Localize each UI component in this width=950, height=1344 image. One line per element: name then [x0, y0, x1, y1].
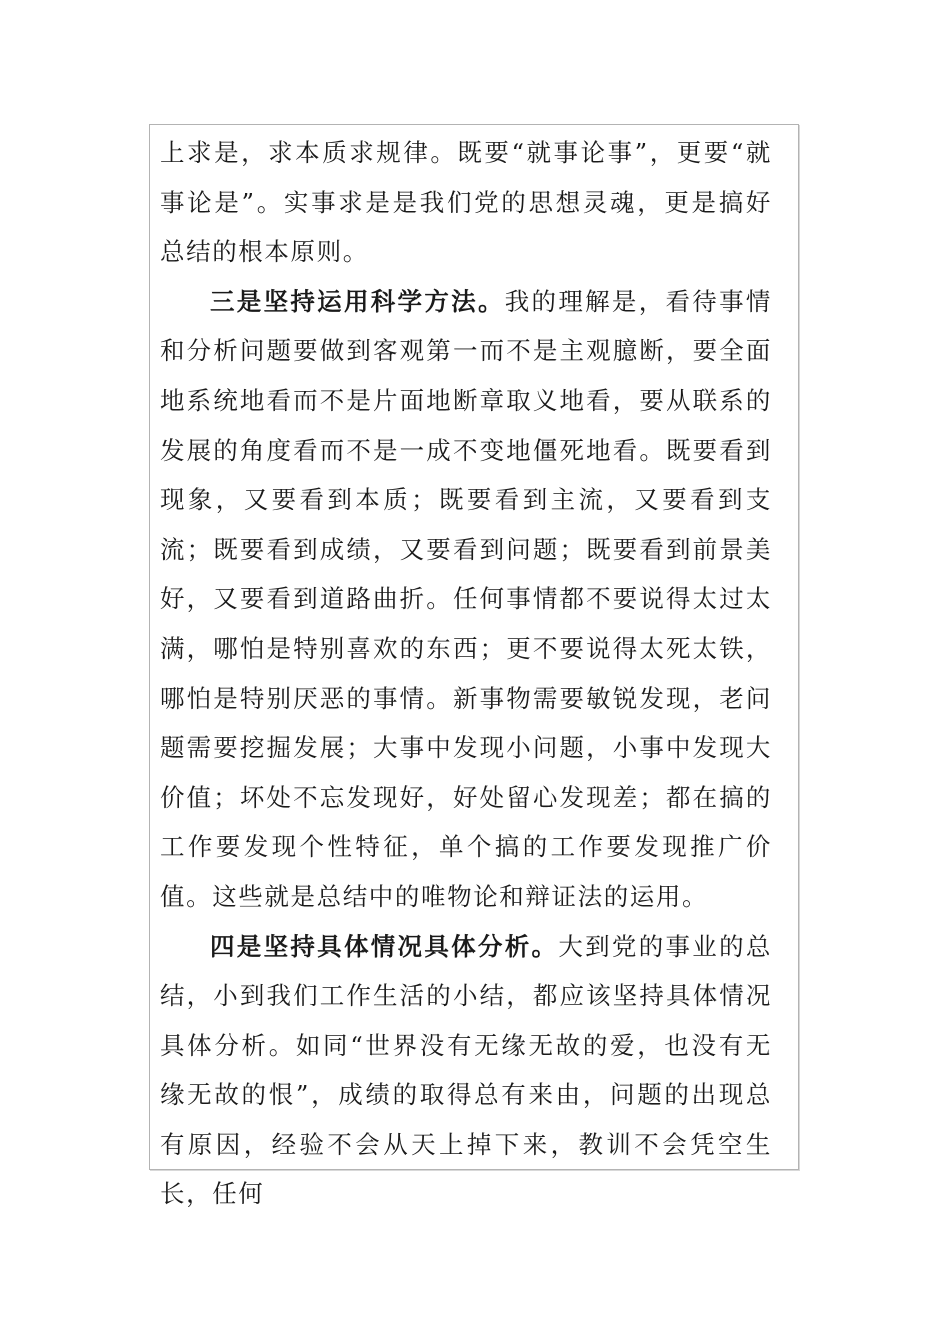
paragraph-concrete-analysis: [160, 922, 772, 1220]
paragraph-continuation: [160, 128, 772, 277]
paragraph-text: 上求是，求本质求规律。既要“就事论事”，更要“就事论是”。实事求是是我们党的思想灵魂，更是搞好总结的根本原则。: [160, 138, 772, 267]
paragraph-lead: 三是坚持运用科学方法。: [210, 286, 505, 316]
paragraph-lead: 四是坚持具体情况具体分析。: [210, 931, 559, 961]
paragraph-text: 我的理解是，看待事情和分析问题要做到客观第一而不是主观臆断，要全面地系统地看而不是片面地断章取义地看，要从联系的发展的角度看而不是一成不变地僵死地看。既要看到现象，又要看到本质；既要看到主流，又要看到支流；既要看到成绩，又要看到问题；既要看到前景美好，又要看到道路曲折。任何事情都不要说得太过太满，哪怕是特别喜欢的东西；更不要说得太死太铁，哪怕是特别厌恶的事情。新事物需要敏锐发现，老问题需要挖掘发展；大事中发现小问题，小事中发现大价值；坏处不忘发现好，好处留心发现差；都在搞的工作要发现个性特征，单个搞的工作要发现推广价值。这些就是总结中的唯物论和辩证法的运用。: [160, 286, 772, 911]
document-body: [160, 128, 772, 1219]
paragraph-scientific-method: [160, 277, 772, 922]
paragraph-text: 大到党的事业的总结，小到我们工作生活的小结，都应该坚持具体情况具体分析。如同“世界没有无缘无故的爱，也没有无缘无故的恨”，成绩的取得总有来由，问题的出现总有原因，经验不会从天上掉下来，教训不会凭空生长，任何: [160, 931, 772, 1209]
